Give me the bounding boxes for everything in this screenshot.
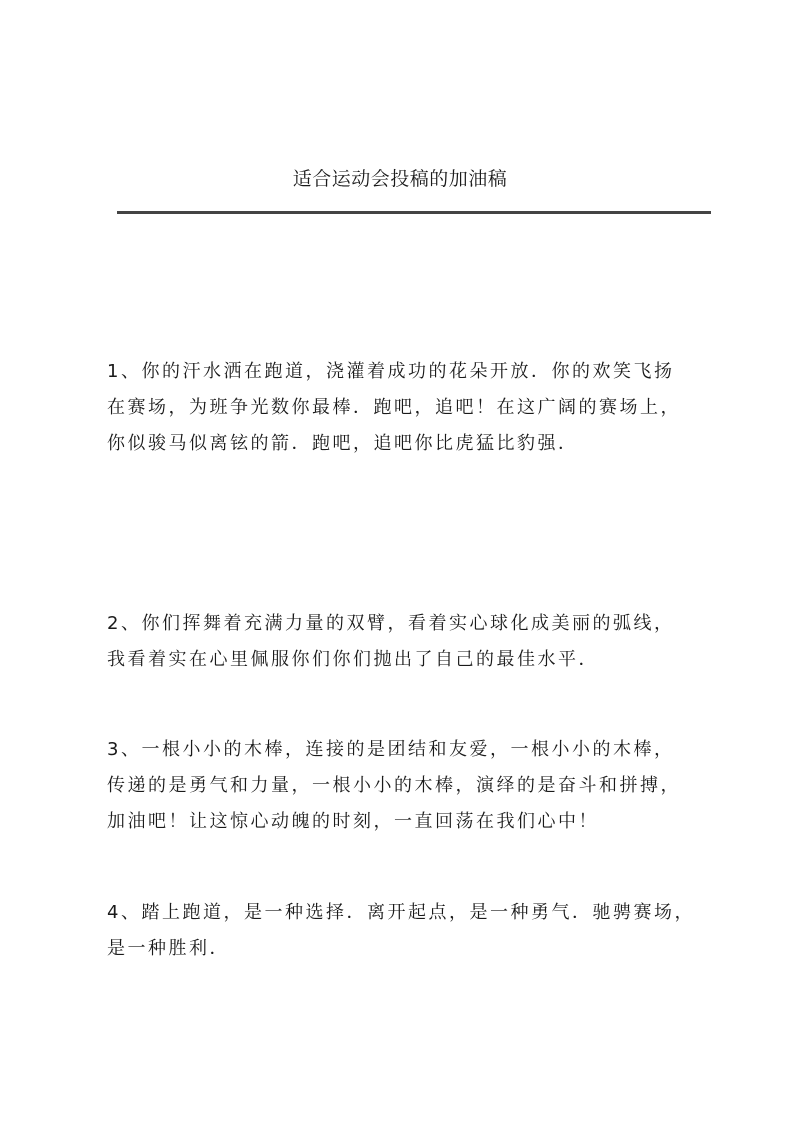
paragraph-line: 是一种胜利． — [107, 938, 230, 959]
title-underline — [117, 211, 711, 214]
paragraph-line: 1、你的汗水洒在跑道，浇灌着成功的花朵开放．你的欢笑飞扬 — [107, 361, 675, 382]
paragraph-line: 3、一根小小的木棒，连接的是团结和友爱，一根小小的木棒， — [107, 739, 675, 760]
paragraph-4 — [107, 895, 707, 967]
paragraph-line: 我看着实在心里佩服你们你们抛出了自己的最佳水平． — [107, 649, 599, 670]
paragraph-line: 在赛场，为班争光数你最棒．跑吧，追吧！在这广阔的赛场上， — [107, 397, 681, 418]
paragraph-line: 4、踏上跑道，是一种选择．离开起点，是一种勇气．驰骋赛场， — [107, 902, 695, 923]
paragraph-line: 传递的是勇气和力量，一根小小的木棒，演绎的是奋斗和拼搏， — [107, 775, 681, 796]
paragraph-3 — [107, 732, 707, 840]
paragraph-2 — [107, 606, 707, 678]
paragraph-line: 加油吧！让这惊心动魄的时刻，一直回荡在我们心中！ — [107, 811, 599, 832]
paragraph-line: 2、你们挥舞着充满力量的双臂，看着实心球化成美丽的弧线， — [107, 613, 675, 634]
paragraph-1 — [107, 354, 707, 462]
document-title: 适合运动会投稿的加油稿 — [292, 168, 508, 190]
paragraph-line: 你似骏马似离铉的箭．跑吧，追吧你比虎猛比豹强． — [107, 433, 579, 454]
